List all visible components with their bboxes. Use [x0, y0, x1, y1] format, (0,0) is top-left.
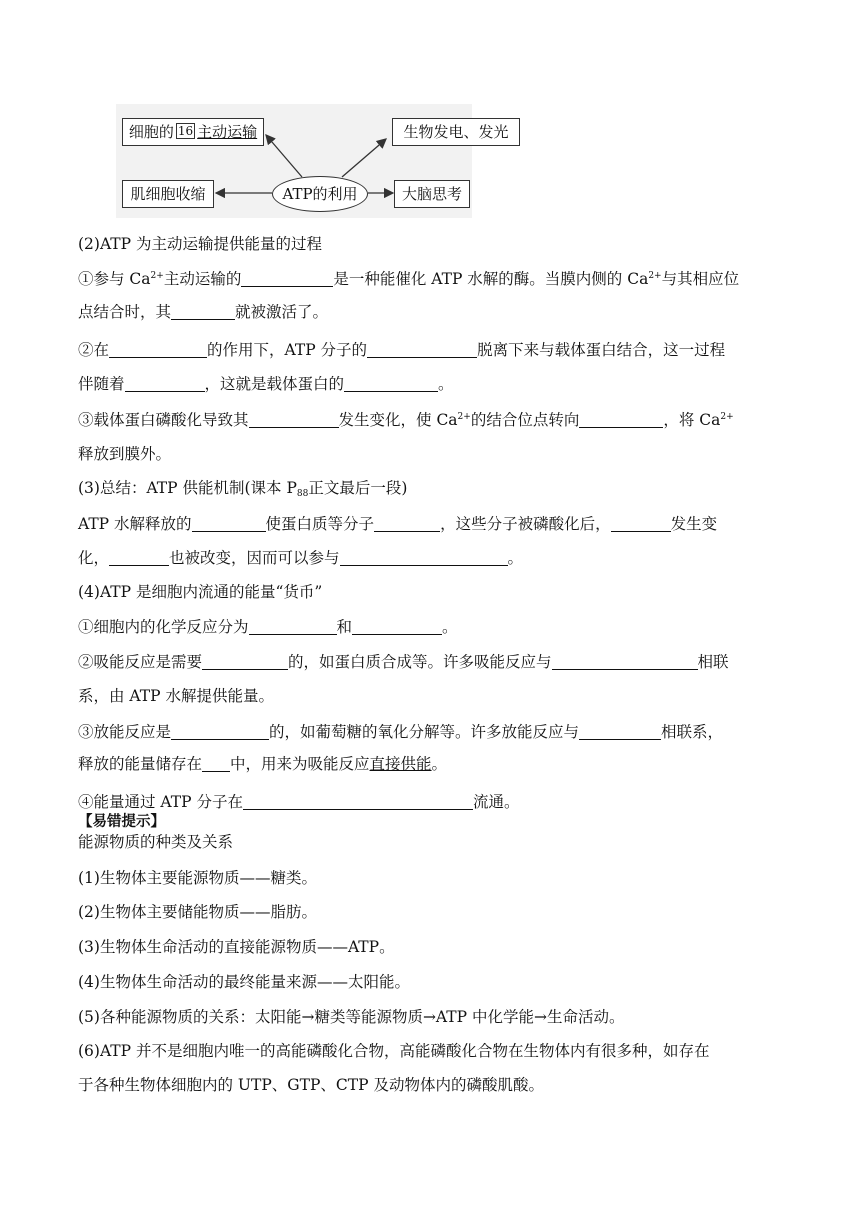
text: 相联 — [697, 653, 729, 671]
text: (3)总结：ATP 供能机制(课本 P — [78, 479, 297, 497]
text: 发生变 — [670, 515, 718, 533]
subscript: 88 — [296, 489, 309, 499]
text: 流通。 — [472, 793, 520, 811]
text: 脱离下来与载体蛋白结合，这一过程 — [477, 341, 726, 359]
text: 与其相应位 — [661, 270, 740, 288]
section-4-item-3 — [78, 720, 723, 742]
text: 和 — [336, 618, 353, 636]
superscript: 2+ — [720, 412, 734, 422]
text: 伴随着 — [78, 375, 125, 393]
text: 使蛋白质等分子 — [265, 515, 375, 533]
tips-item-5: (5)各种能源物质的关系：太阳能→糖类等能源物质→ATP 中化学能→生命活动。 — [78, 1008, 625, 1026]
text: 的结合位点转向 — [470, 411, 580, 429]
text: 的，如葡萄糖的氧化分解等。许多放能反应与 — [269, 723, 580, 741]
text: 相联系， — [661, 723, 724, 741]
ellipse-atp-usage: ATP的利用 — [272, 176, 368, 212]
box-text: 细胞的 — [128, 123, 174, 141]
answer-blank[interactable] — [579, 723, 661, 740]
answer-blank[interactable] — [249, 411, 339, 428]
section-4-item-4 — [78, 790, 519, 812]
tips-heading: 【易错提示】 — [78, 814, 165, 830]
tips-item-2: (2)生物体主要储能物质——脂肪。 — [78, 903, 317, 921]
tips-subtitle: 能源物质的种类及关系 — [78, 833, 234, 851]
box-text: 主动运输 — [197, 123, 258, 141]
blank-number: 16 — [177, 124, 194, 138]
answer-blank[interactable] — [579, 411, 663, 428]
text: 就被激活了。 — [235, 303, 329, 321]
superscript: 2+ — [457, 412, 471, 422]
text: ④能量通过 ATP 分子在 — [78, 793, 243, 811]
text: ，将 Ca — [663, 411, 721, 429]
text: 点结合时，其 — [78, 303, 172, 321]
box-brain-thinking: 大脑思考 — [394, 180, 470, 208]
text: ①参与 Ca — [78, 270, 151, 288]
superscript: 2+ — [648, 271, 662, 281]
answer-blank[interactable] — [374, 515, 440, 532]
answer-blank[interactable] — [125, 375, 205, 392]
answer-blank[interactable] — [367, 341, 477, 358]
section-4-item-2 — [78, 650, 729, 672]
section-3-heading — [78, 476, 407, 498]
section-4-item-3-cont — [78, 752, 447, 774]
text: 化， — [78, 549, 110, 567]
section-4-item-2-cont: 系，由 ATP 水解提供能量。 — [78, 687, 274, 705]
text: ATP 水解释放的 — [78, 515, 192, 533]
text: 。 — [438, 375, 454, 393]
text: 。 — [442, 618, 458, 636]
section-2-heading: (2)ATP 为主动运输提供能量的过程 — [78, 235, 322, 253]
text: 发生变化，使 Ca — [338, 411, 458, 429]
section-2-item-2 — [78, 338, 725, 360]
answer-blank[interactable] — [171, 723, 269, 740]
tips-item-4: (4)生物体生命活动的最终能量来源——太阳能。 — [78, 973, 410, 991]
answer-blank[interactable] — [249, 618, 337, 635]
tips-item-6: (6)ATP 并不是细胞内唯一的高能磷酸化合物，高能磷酸化合物在生物体内有很多种，如存在 — [78, 1042, 710, 1060]
underlined-text: 直接供能 — [369, 755, 432, 773]
answer-blank[interactable] — [552, 653, 698, 670]
text: ③放能反应是 — [78, 723, 172, 741]
section-4-item-1 — [78, 615, 458, 637]
box-bioelectricity: 生物发电、发光 — [392, 118, 520, 146]
box-muscle-contraction: 肌细胞收缩 — [122, 180, 214, 208]
text: 的，如蛋白质合成等。许多吸能反应与 — [288, 653, 552, 671]
text: ②在 — [78, 341, 110, 359]
atp-usage-diagram — [116, 104, 509, 218]
box-active-transport — [122, 118, 264, 146]
answer-blank[interactable] — [171, 303, 235, 320]
text: ①细胞内的化学反应分为 — [78, 618, 249, 636]
text: ，这就是载体蛋白的 — [204, 375, 345, 393]
text: 是一种能催化 ATP 水解的酶。当膜内侧的 Ca — [333, 270, 649, 288]
answer-blank[interactable] — [192, 515, 266, 532]
section-2-item-3-cont: 释放到膜外。 — [78, 445, 172, 463]
text: 中，用来为吸能反应 — [230, 755, 370, 773]
tips-item-1: (1)生物体主要能源物质——糖类。 — [78, 869, 317, 887]
answer-blank[interactable] — [344, 375, 438, 392]
answer-blank[interactable] — [109, 549, 169, 566]
text: 。 — [507, 549, 524, 567]
answer-blank[interactable] — [611, 515, 671, 532]
text: 正文最后一段) — [308, 479, 408, 497]
text: ②吸能反应是需要 — [78, 653, 203, 671]
answer-blank[interactable] — [340, 549, 508, 566]
answer-blank[interactable] — [241, 270, 333, 287]
section-2-item-2-cont — [78, 372, 454, 394]
text: 主动运输的 — [163, 270, 242, 288]
tips-item-3: (3)生物体生命活动的直接能源物质——ATP。 — [78, 938, 395, 956]
arrow-to-active-transport — [266, 135, 302, 177]
arrow-to-bioelectricity — [342, 139, 386, 177]
answer-blank[interactable] — [352, 618, 442, 635]
section-4-heading: (4)ATP 是细胞内流通的能量“货币” — [78, 583, 323, 601]
text: ③载体蛋白磷酸化导致其 — [78, 411, 249, 429]
text: 释放的能量储存在 — [78, 755, 203, 773]
answer-blank[interactable] — [109, 341, 207, 358]
text: 也被改变，因而可以参与 — [169, 549, 340, 567]
section-3-line-1 — [78, 512, 717, 534]
section-2-item-1-cont — [78, 300, 328, 322]
answer-blank[interactable] — [243, 793, 473, 810]
section-3-line-2 — [78, 546, 523, 568]
text: 的作用下，ATP 分子的 — [207, 341, 368, 359]
text: 。 — [431, 755, 448, 773]
answer-blank[interactable] — [202, 653, 288, 670]
section-2-item-3 — [78, 408, 734, 430]
section-2-item-1 — [78, 267, 739, 289]
superscript: 2+ — [150, 271, 164, 281]
text: ，这些分子被磷酸化后， — [440, 515, 611, 533]
tips-item-6-cont: 于各种生物体细胞内的 UTP、GTP、CTP 及动物体内的磷酸肌酸。 — [78, 1076, 544, 1094]
answer-blank[interactable] — [202, 755, 230, 772]
